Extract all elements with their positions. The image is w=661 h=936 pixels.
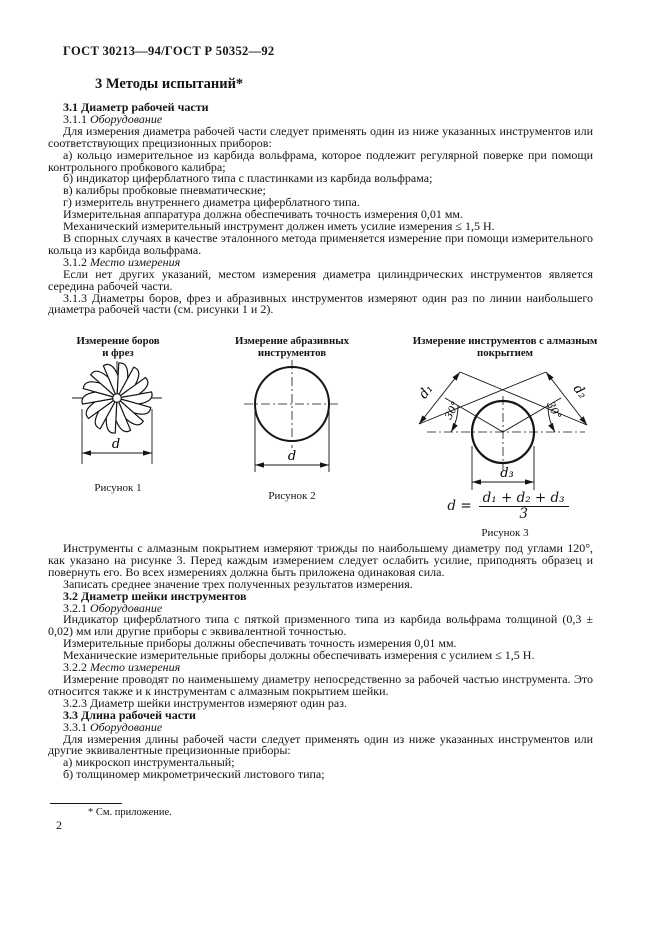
subheading-num: 3.1.2 [63, 254, 87, 269]
paragraph: 3.2.3 Диаметр шейки инструментов измеряют один раз. [63, 695, 347, 710]
chapter-title: 3 Методы испытаний* [95, 76, 244, 92]
sections-3-2-3-3-text [48, 543, 593, 781]
fig3-angle-left: 30° [442, 399, 463, 422]
figure-3-drawing [405, 368, 605, 502]
paragraph: Для измерения длины рабочей части следует применять один из ниже указанных инструментов или другие эквивалентные прецизионные приборы: [48, 731, 593, 758]
subheading-title: Место измерения [90, 660, 181, 675]
paragraph: Индикатор циферблатного типа с пяткой призменного типа из карбида вольфрама толщиной (0,3 ± 0,02) мм или другие приборы с эквивалентной точностью. [48, 612, 593, 639]
figure-3-caption: Рисунок 3 [481, 527, 529, 539]
formula-lhs: d = [447, 498, 472, 515]
figure-1-title-line2: и фрез [102, 346, 134, 359]
subheading-num: 3.3.1 [63, 719, 87, 734]
subheading-title: Оборудование [90, 111, 163, 126]
paragraph: Измерительная аппаратура должна обеспечивать точность измерения 0,01 мм. [63, 207, 464, 222]
figure-1-caption: Рисунок 1 [94, 482, 142, 494]
fig3-label-d2: d₂ [569, 381, 590, 402]
subheading-title: Оборудование [90, 600, 163, 615]
formula-denominator: 3 [519, 506, 528, 523]
burr-blades [82, 362, 152, 433]
paragraph: Если нет других указаний, местом измерения диаметра цилиндрических инструментов является середина рабочей части. [48, 266, 593, 293]
list-item: а) кольцо измерительное из карбида вольфрама, которое подлежит регулярной поверке при помощи контрольного пробкового калибра; [48, 147, 593, 174]
heading-3-1: 3.1 Диаметр рабочей части [63, 100, 209, 114]
figure-2-title-line2: инструментов [257, 346, 327, 359]
paragraph: Записать среднее значение трех полученных результатов измерения. [63, 576, 413, 591]
list-item: б) толщиномер микрометрический листового типа; [63, 767, 325, 782]
page-number: 2 [56, 818, 62, 832]
fig3-label-d1: d₁ [416, 381, 437, 402]
footnote-text: * См. приложение. [88, 807, 172, 818]
subheading-num: 3.2.1 [63, 600, 87, 615]
fig3-angle-right: 30° [543, 399, 564, 422]
fig2-dim-label-d: d [287, 449, 297, 464]
doc-number: ГОСТ 30213—94/ГОСТ Р 50352—92 [63, 44, 275, 58]
paragraph: 3.1.3 Диаметры боров, фрез и абразивных инструментов измеряют один раз по линии наибольшего диаметра рабочей части (см. рисунки 1 и 2). [48, 290, 593, 317]
figure-2-caption: Рисунок 2 [268, 490, 316, 502]
heading-3-2: 3.2 Диаметр шейки инструментов [63, 588, 247, 603]
list-item: б) индикатор циферблатного типа с пластинками из карбида вольфрама; [63, 171, 433, 186]
paragraph: Измерение проводят по наименьшему диаметру непосредственно за рабочей частью инструмента. Это относится также и к инструментам с алмазным покрытием шейки. [48, 671, 593, 698]
figure-2-title-line1: Измерение абразивных [234, 335, 350, 347]
figure-1-drawing [50, 356, 186, 474]
subheading-num: 3.1.1 [63, 111, 87, 126]
formula-fraction [479, 491, 569, 521]
list-item: в) калибры пробковые пневматические; [63, 183, 266, 198]
paragraph: В спорных случаях в качестве эталонного метода применяется измерение при помощи измерительного кольца из карбида вольфрама. [48, 230, 593, 257]
paragraph: Механические измерительные приборы должны обеспечивать измерения с усилием ≤ 1,5 Н. [63, 648, 535, 663]
paragraph: Измерительные приборы должны обеспечивать точность измерения 0,01 мм. [63, 636, 457, 651]
fig1-dim-label-d: d [111, 437, 121, 452]
subheading-title: Оборудование [90, 719, 163, 734]
figure-3-title-line2: покрытием [477, 346, 533, 359]
figure-3-title [403, 336, 607, 360]
figure-3-title-line1: Измерение инструментов с алмазным [412, 335, 598, 347]
fig3-label-d3: d₃ [500, 466, 514, 481]
paragraph: Инструменты с алмазным покрытием измеряют трижды по наибольшему диаметру под углами 120°, как указано на рисунке 3. Перед каждым измерением следует ослабить усилие, приподнять образец и повернуть его. Во всех измерениях должна быть приложена одинаковая сила. [48, 541, 593, 579]
figure-2-drawing [228, 356, 356, 478]
paragraph: Механический измерительный инструмент должен иметь усилие измерения ≤ 1,5 Н. [63, 219, 495, 234]
figure-1-title-line1: Измерение боров [76, 335, 160, 347]
fig3-formula [428, 491, 588, 521]
list-item: а) микроскоп инструментальный; [63, 755, 235, 770]
section-3-1-text [48, 102, 593, 316]
subheading-title: Место измерения [90, 254, 181, 269]
formula-numerator: d₁ + d₂ + d₃ [479, 491, 569, 507]
subheading-num: 3.2.2 [63, 660, 87, 675]
paragraph: Для измерения диаметра рабочей части следует применять один из ниже указанных инструментов или соответствующих прецизионных приборов: [48, 123, 593, 150]
list-item: г) измеритель внутреннего диаметра циферблатного типа. [63, 195, 360, 210]
heading-3-3: 3.3 Длина рабочей части [63, 707, 196, 722]
footnote-rule [50, 803, 122, 804]
